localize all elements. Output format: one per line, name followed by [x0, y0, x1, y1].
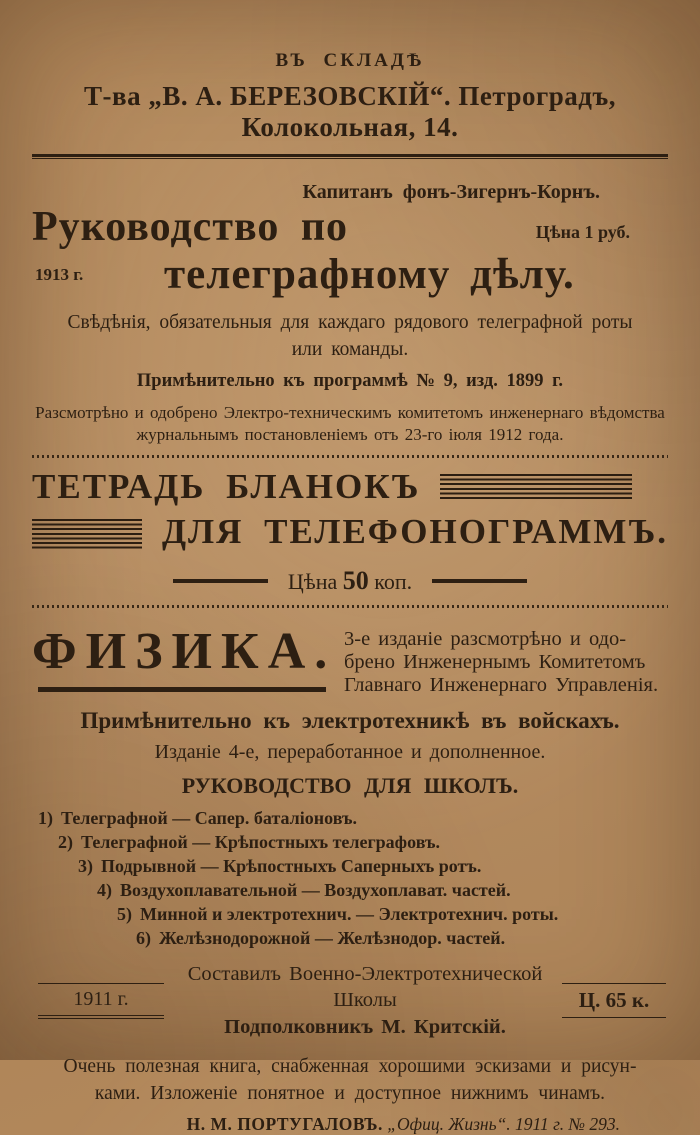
list-item-text: Воздухоплавательной — Воздухоплават. частей. — [120, 879, 511, 900]
list-item — [117, 903, 668, 927]
list-item-number: 5) — [117, 903, 132, 924]
telegraph-title-row2 — [32, 251, 668, 298]
list-item — [38, 807, 668, 831]
physics-year: 1911 г. — [73, 987, 129, 1010]
composer-line1: Составилъ Военно-Электротехнической Школы — [187, 962, 543, 1012]
telegraph-subtitle-line1: Свѣдѣнія, обязательныя для каждаго рядового телеграфной роты — [67, 312, 633, 334]
notebook-title-line2: ДЛЯ ТЕЛЕФОНОГРАММЪ. — [161, 512, 668, 552]
school-list — [32, 807, 668, 951]
notebook-title-line1: ТЕТРАДЬ БЛАНОКЪ — [32, 467, 421, 507]
telegraph-approval — [32, 402, 668, 446]
dotted-separator-2 — [32, 605, 668, 608]
year-rule-bottom — [38, 1015, 164, 1019]
telegraph-title-row1 — [32, 204, 668, 250]
physics-edition-note — [344, 624, 668, 697]
header-double-rule — [32, 154, 668, 159]
lines-ornament-left — [32, 519, 142, 549]
telegraph-subtitle-line2: или команды. — [291, 338, 409, 360]
list-item-number: 1) — [38, 808, 53, 829]
telegraph-program-note: Примѣнительно къ программѣ № 9, изд. 1899 г. — [136, 371, 564, 392]
physics-year-box — [32, 983, 170, 1019]
physics-price: Ц. 65 к. — [578, 988, 650, 1013]
telegraph-subtitle — [32, 310, 668, 363]
telegraph-approval-line1: Разсмотрѣно и одобрено Электро-техническимъ комитетомъ инженернаго вѣдомства — [35, 403, 665, 423]
telegraph-title-line2: телеграфному дѣлу. — [164, 251, 575, 299]
review-line2: ками. Изложеніе понятное и доступное нижнимъ чинамъ. — [94, 1082, 606, 1104]
reviewer-line — [32, 1114, 668, 1135]
composer-line2: Подполковникъ М. Критскій. — [224, 1016, 506, 1039]
publisher-address-line: Т-ва „В. А. БЕРЕЗОВСКІЙ“. Петроградъ, Колокольная, 14. — [84, 81, 616, 142]
telegraph-year: 1913 г. — [35, 264, 84, 284]
price-rule-top — [562, 983, 666, 984]
notebook-price — [288, 566, 412, 596]
physics-edition-note-line1: 3-е изданіе разсмотрѣно и одо- — [344, 628, 627, 651]
physics-price-box — [560, 979, 668, 1022]
notebook-title-row1 — [32, 467, 668, 507]
list-item-number: 3) — [78, 856, 93, 877]
composer-row — [32, 961, 668, 1041]
notebook-title-row2 — [32, 512, 668, 552]
telegraph-price: Цѣна 1 руб. — [535, 221, 630, 242]
price-rule-left — [173, 579, 268, 583]
review-line1: Очень полезная книга, снабженная хорошими эскизами и рисун- — [63, 1055, 637, 1077]
physics-title-wrap — [32, 624, 344, 697]
physics-applicability: Примѣнительно къ электротехникѣ въ войскахъ. — [80, 708, 620, 734]
list-item-number: 2) — [58, 832, 73, 853]
physics-edition-note-line3: Главнаго Инженернаго Управленія. — [344, 674, 659, 697]
telegraph-approval-line2: журнальнымъ постановленіемъ отъ 23-го іюля 1912 года. — [136, 425, 564, 445]
notebook-price-row — [32, 566, 668, 596]
year-rule-top — [38, 983, 164, 984]
telegraph-author: Капитанъ фонъ-Зигернъ-Корнъ. — [302, 181, 600, 203]
list-item — [136, 927, 668, 951]
price-rule-bottom — [562, 1017, 666, 1018]
physics-title: ФИЗИКА. — [32, 623, 337, 681]
list-item — [97, 879, 668, 903]
list-item-text: Подрывной — Крѣпостныхъ Саперныхъ ротъ. — [101, 856, 482, 877]
list-item-text: Желѣзнодорожной — Желѣзнодор. частей. — [159, 927, 506, 948]
list-item-text: Минной и электротехнич. — Электротехнич. роты. — [140, 903, 559, 924]
list-item-text: Телеграфной — Сапер. баталіоновъ. — [61, 808, 357, 829]
telegraph-title-line1: Руководство по — [32, 204, 349, 250]
list-item — [58, 831, 668, 855]
schools-heading: РУКОВОДСТВО ДЛЯ ШКОЛЪ. — [181, 773, 519, 799]
notebook-price-unit: коп. — [374, 569, 413, 595]
physics-title-row — [32, 624, 668, 697]
composer-text — [170, 961, 560, 1041]
physics-title-underline — [38, 687, 326, 692]
notebook-price-label: Цѣна — [287, 569, 338, 595]
list-item — [78, 855, 668, 879]
physics-edition-note-line2: брено Инженернымъ Комитетомъ — [344, 651, 646, 674]
list-item-number: 4) — [97, 879, 112, 900]
list-item-text: Телеграфной — Крѣпостныхъ телеграфовъ. — [81, 832, 440, 853]
list-item-number: 6) — [136, 927, 151, 948]
lines-ornament-right — [440, 474, 632, 501]
depot-heading: ВЪ СКЛАДѢ — [275, 50, 425, 71]
reviewer-citation: „Офиц. Жизнь“. 1911 г. № 293. — [387, 1113, 620, 1134]
price-rule-right — [432, 579, 527, 583]
reviewer-name: Н. М. ПОРТУГАЛОВЪ. — [186, 1113, 383, 1134]
review-text — [32, 1054, 668, 1108]
physics-edition: Изданіе 4-е, переработанное и дополненное. — [154, 741, 546, 764]
notebook-price-value: 50 — [342, 566, 369, 596]
dotted-separator-1 — [32, 455, 668, 458]
